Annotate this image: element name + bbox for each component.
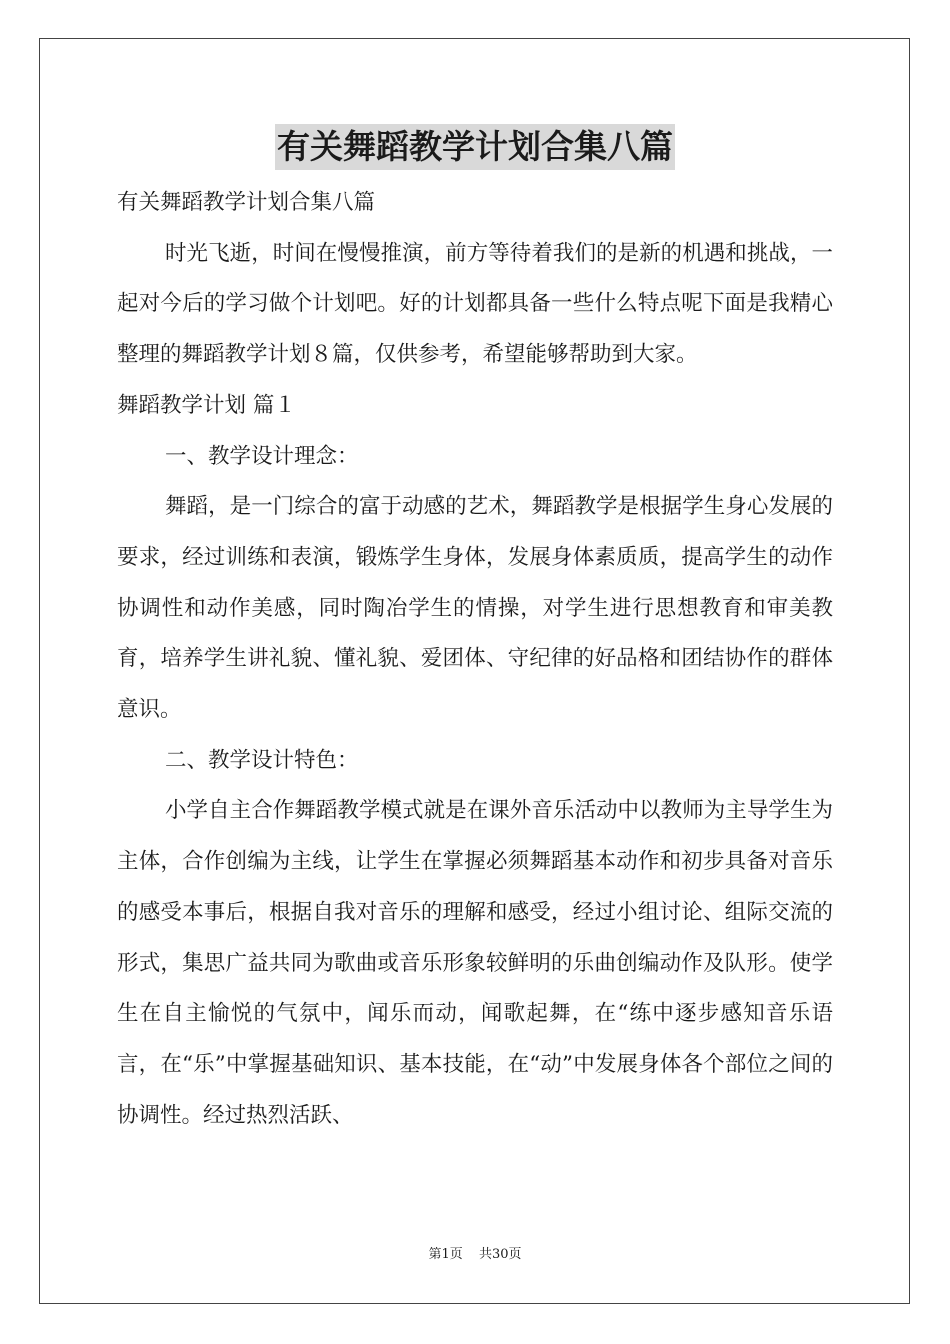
paragraph-teaching-concept: 舞蹈，是一门综合的富于动感的艺术，舞蹈教学是根据学生身心发展的要求，经过训练和表演，锻炼学生身体，发展身体素质质，提高学生的动作协调性和动作美感，同时陶冶学生的情操，对学生进行思想教育和审美教育，培养学生讲礼貌、懂礼貌、爱团体、守纪律的好品格和团结协作的群体意识。 (117, 494, 833, 723)
page-total: 共30页 (478, 1247, 522, 1262)
document-body (117, 178, 833, 1141)
document-title: 有关舞蹈教学计划合集八篇 (275, 124, 675, 170)
heading-teaching-concept: 一、教学设计理念： (165, 443, 359, 469)
section-heading: 舞蹈教学计划 篇１ (117, 392, 296, 418)
paragraph-teaching-features: 小学自主合作舞蹈教学模式就是在课外音乐活动中以教师为主导学生为主体，合作创编为主线，让学生在掌握必须舞蹈基本动作和初步具备对音乐的感受本事后，根据自我对音乐的理解和感受，经过小组讨论、组际交流的形式，集思广益共同为歌曲或音乐形象较鲜明的乐曲创编动作及队形。使学生在自主愉悦的气氛中，闻乐而动，闻歌起舞，在“练中逐步感知音乐语言，在“乐”中掌握基础知识、基本技能，在“动”中发展身体各个部位之间的协调性。经过热烈活跃、 (117, 798, 833, 1128)
intro-paragraph: 时光飞逝，时间在慢慢推演，前方等待着我们的是新的机遇和挑战，一起对今后的学习做个计划吧。好的计划都具备一些什么特点呢下面是我精心整理的舞蹈教学计划８篇，仅供参考，希望能够帮助到大家。 (117, 240, 833, 368)
page-number: 第1页 (428, 1247, 463, 1262)
subtitle: 有关舞蹈教学计划合集八篇 (117, 190, 376, 215)
title-wrap (0, 124, 950, 170)
page-footer (0, 1246, 950, 1264)
heading-teaching-features: 二、教学设计特色： (165, 747, 359, 773)
